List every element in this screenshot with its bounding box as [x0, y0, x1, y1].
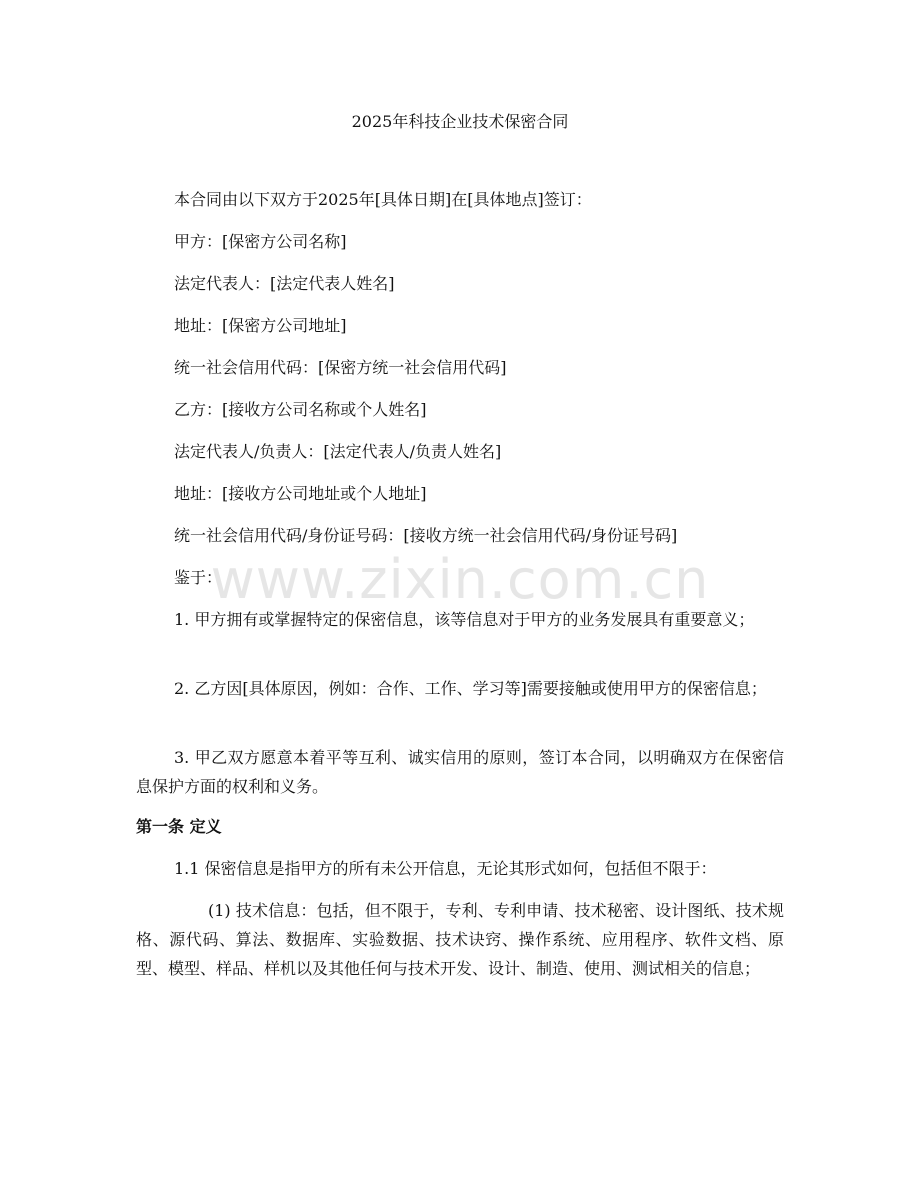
party-a-credit-code: 统一社会信用代码：[保密方统一社会信用代码]	[174, 358, 507, 377]
party-b-address: 地址：[接收方公司地址或个人地址]	[174, 484, 427, 503]
intro-line: 本合同由以下双方于2025年[具体日期]在[具体地点]签订：	[174, 190, 592, 209]
party-b-rep: 法定代表人/负责人：[法定代表人/负责人姓名]	[174, 442, 502, 461]
whereas-item-2: 2. 乙方因[具体原因，例如：合作、工作、学习等]需要接触或使用甲方的保密信息；	[174, 679, 767, 698]
whereas-item-3: 3. 甲乙双方愿意本着平等互利、诚实信用的原则，签订本合同，以明确双方在保密信息保护方面的权利和义务。	[136, 748, 784, 796]
party-a-rep: 法定代表人：[法定代表人姓名]	[174, 274, 395, 293]
document-title: 2025年科技企业技术保密合同	[351, 112, 569, 131]
party-b-name: 乙方：[接收方公司名称或个人姓名]	[174, 400, 427, 419]
clause-1-1: 1.1 保密信息是指甲方的所有未公开信息，无论其形式如何，包括但不限于：	[174, 859, 717, 878]
whereas-label: 鉴于：	[174, 568, 223, 587]
whereas-item-1: 1. 甲方拥有或掌握特定的保密信息，该等信息对于甲方的业务发展具有重要意义；	[174, 610, 755, 629]
party-a-name: 甲方：[保密方公司名称]	[174, 232, 347, 251]
clause-1-1-item-1: (1) 技术信息：包括，但不限于，专利、专利申请、技术秘密、设计图纸、技术规格、源代码、算法、数据库、实验数据、技术诀窍、操作系统、应用程序、软件文档、原型、模型、样品、样机以及其他任何与技术开发、设计、制造、使用、测试相关的信息；	[136, 901, 784, 978]
party-a-address: 地址：[保密方公司地址]	[174, 316, 347, 335]
party-b-credit-code: 统一社会信用代码/身份证号码：[接收方统一社会信用代码/身份证号码]	[174, 526, 678, 545]
article-1-heading: 第一条 定义	[136, 817, 222, 836]
watermark: www.zixin.com.cn	[210, 548, 710, 611]
